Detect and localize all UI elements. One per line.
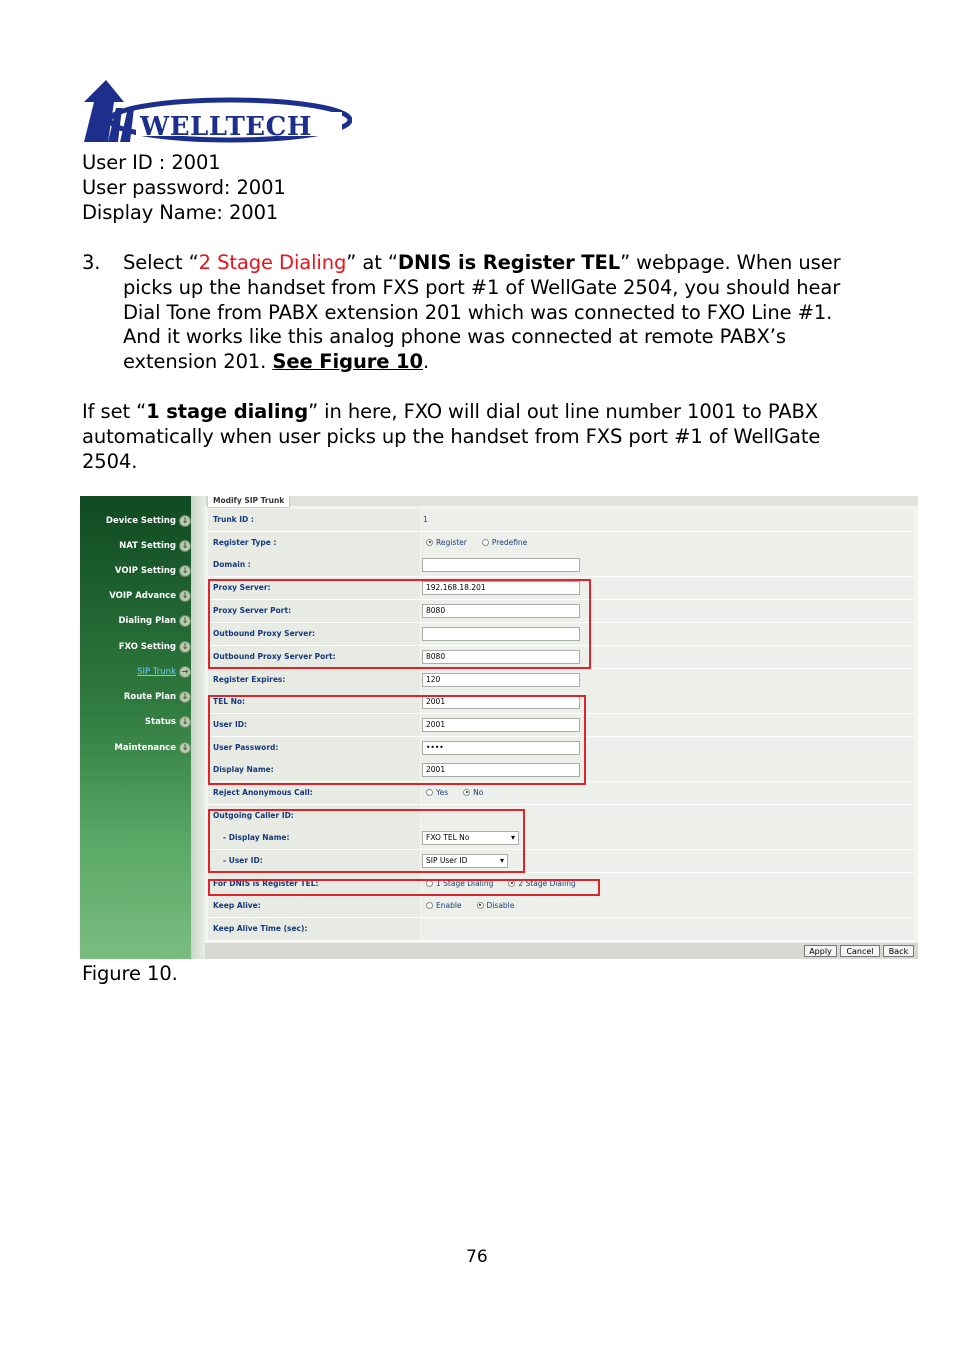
highlight-2-stage-dialing: 2 Stage Dialing (198, 251, 347, 274)
reject-anonymous-call-label: Reject Anonymous Call: (208, 782, 420, 804)
proxy-server-label: Proxy Server: (208, 577, 420, 599)
note-text: If set “ (82, 400, 147, 423)
user-password-label: User Password: (208, 737, 420, 759)
sidebar-item-sip-trunk[interactable] (87, 664, 191, 680)
sidebar-item-label: Device Setting (105, 516, 176, 526)
radio-selected-icon (477, 902, 484, 909)
sidebar-item-label: VOIP Advance (109, 591, 176, 601)
radio-icon (426, 902, 433, 909)
oc-user-id-select[interactable]: SIP User ID ▾ (422, 854, 508, 868)
tab-modify-sip-trunk[interactable]: Modify SIP Trunk (207, 496, 290, 508)
row-keep-alive-time (208, 918, 914, 941)
one-stage-dialing-label: 1 Stage Dialing (436, 879, 494, 888)
outbound-proxy-server-port-input[interactable]: 8080 (422, 650, 580, 664)
note-text: ” in here, FXO will dial out line number 1001 to PABX (308, 400, 819, 423)
sidebar-item-dialing-plan[interactable] (87, 613, 191, 629)
user-password-input[interactable]: •••• (422, 741, 580, 755)
step3-line2: picks up the handset from FXS port #1 of WellGate 2504, you should hear (123, 276, 841, 299)
trunk-id-value: 1 (423, 515, 428, 524)
radio-icon (482, 539, 489, 546)
back-button[interactable]: Back (883, 945, 914, 957)
sidebar-item-label: Route Plan (123, 692, 176, 702)
see-figure-10-link[interactable]: See Figure 10 (272, 350, 423, 373)
reject-anonymous-yes-option[interactable] (426, 788, 448, 797)
account-user-id: User ID : 2001 (82, 151, 221, 174)
outgoing-caller-id-label: Outgoing Caller ID: (208, 805, 420, 827)
proxy-server-input[interactable]: 192.168.18.201 (422, 581, 580, 595)
oc-user-id-label: - User ID: (208, 850, 420, 872)
sidebar-item-maintenance[interactable] (87, 740, 191, 756)
sidebar-item-route-plan[interactable] (87, 689, 191, 705)
figure-10-screenshot (80, 496, 918, 959)
step3-text: ” webpage. When user (620, 251, 841, 274)
highlight-box-proxy (208, 579, 591, 669)
predefine-option-label: Predefine (491, 538, 528, 547)
register-option-label: Register (436, 538, 467, 547)
sidebar-item-label: Dialing Plan (118, 616, 176, 626)
outbound-proxy-server-port-label: Outbound Proxy Server Port: (208, 646, 420, 668)
domain-label: Domain : (208, 554, 420, 576)
display-name-input[interactable]: 2001 (422, 763, 580, 777)
domain-input[interactable] (422, 558, 580, 572)
down-arrow-icon: ↓ (179, 615, 191, 627)
sidebar-item-label: Status (144, 717, 176, 727)
register-expires-cell (421, 669, 914, 691)
register-type-predefine-option[interactable] (482, 538, 527, 547)
sidebar-item-label: VOIP Setting (114, 566, 176, 576)
keep-alive-disable-option[interactable] (477, 901, 515, 910)
welltech-logo (80, 78, 352, 146)
proxy-server-port-label: Proxy Server Port: (208, 600, 420, 622)
row-register-expires (208, 669, 914, 692)
highlight-box-dnis (208, 879, 600, 896)
tab-bar (205, 496, 918, 506)
row-reject-anonymous-call (208, 782, 914, 805)
trunk-id-label: Trunk ID : (208, 509, 420, 531)
oc-display-name-label: - Display Name: (208, 827, 420, 849)
down-arrow-icon: ↓ (179, 691, 191, 703)
sidebar-item-voip-advance[interactable] (87, 588, 191, 604)
proxy-server-port-input[interactable]: 8080 (422, 604, 580, 618)
sidebar-item-status[interactable] (87, 714, 191, 730)
keep-alive-enable-option[interactable] (426, 901, 462, 910)
step3-text: extension 201. (123, 350, 273, 373)
radio-icon (426, 789, 433, 796)
step-number: 3. (82, 251, 101, 274)
sidebar-item-fxo-setting[interactable] (87, 639, 191, 655)
down-arrow-icon: ↓ (179, 540, 191, 552)
sidebar-item-label: SIP Trunk (137, 667, 176, 677)
down-arrow-icon: ↓ (179, 716, 191, 728)
note-line3: 2504. (82, 450, 138, 473)
cancel-button[interactable]: Cancel (840, 945, 880, 957)
reject-anonymous-no-option[interactable] (463, 788, 483, 797)
two-stage-dialing-label: 2 Stage Dialing (518, 879, 576, 888)
step3-text: Select “ (123, 251, 199, 274)
register-expires-input[interactable]: 120 (422, 673, 580, 687)
apply-button[interactable]: Apply (804, 945, 837, 957)
note-line1 (82, 399, 818, 424)
register-expires-label: Register Expires: (208, 669, 420, 691)
domain-cell (421, 554, 914, 576)
trunk-id-value-cell (421, 509, 914, 531)
sidebar-item-label: Maintenance (114, 743, 176, 753)
user-id-label: User ID: (208, 714, 420, 736)
bold-dnis-register-tel: DNIS is Register TEL (397, 251, 621, 274)
enable-option-label: Enable (436, 901, 462, 910)
step3-line3: Dial Tone from PABX extension 201 which was connected to FXO Line #1. (123, 301, 833, 324)
figure-caption: Figure 10. (82, 962, 178, 985)
sidebar-edge (191, 496, 205, 959)
sidebar-item-nat-setting[interactable] (87, 538, 191, 554)
account-user-password: User password: 2001 (82, 176, 286, 199)
display-name-label: Display Name: (208, 759, 420, 781)
highlight-box-account (208, 695, 586, 785)
row-trunk-id (208, 509, 914, 532)
account-display-name: Display Name: 2001 (82, 201, 279, 224)
radio-selected-icon (463, 789, 470, 796)
tel-no-input[interactable]: 2001 (422, 695, 580, 709)
dnis-register-tel-label: For DNIS is Register TEL: (208, 873, 420, 895)
sidebar-item-device-setting[interactable] (87, 513, 191, 529)
button-bar (205, 943, 918, 959)
row-keep-alive (208, 895, 914, 918)
keep-alive-time-cell (421, 918, 914, 940)
down-arrow-icon: ↓ (179, 641, 191, 653)
step3-text: . (423, 350, 430, 373)
svg-text:WELLTECH: WELLTECH (140, 112, 312, 142)
no-option-label: No (473, 788, 484, 797)
step3-line4: And it works like this analog phone was connected at remote PABX’s (123, 325, 786, 348)
step3-line5 (123, 349, 429, 374)
bold-1-stage-dialing: 1 stage dialing (146, 400, 309, 423)
outbound-proxy-server-label: Outbound Proxy Server: (208, 623, 420, 645)
highlight-box-caller-id (208, 809, 525, 873)
down-arrow-icon: ↓ (179, 515, 191, 527)
oc-display-name-select[interactable]: FXO TEL No ▾ (422, 831, 519, 845)
sidebar-item-label: NAT Setting (119, 541, 176, 551)
row-domain (208, 554, 914, 577)
step3-text: ” at “ (346, 251, 398, 274)
disable-option-label: Disable (486, 901, 515, 910)
user-id-input[interactable]: 2001 (422, 718, 580, 732)
page-number: 76 (466, 1247, 488, 1267)
radio-selected-icon (426, 539, 433, 546)
keep-alive-time-label: Keep Alive Time (sec): (208, 918, 420, 940)
tel-no-label: TEL No: (208, 691, 420, 713)
down-arrow-icon: ↓ (179, 590, 191, 602)
row-register-type (208, 532, 914, 555)
reject-anonymous-call-options (421, 782, 914, 804)
yes-option-label: Yes (436, 788, 449, 797)
down-arrow-icon: ↓ (179, 742, 191, 754)
down-arrow-icon: ↓ (179, 565, 191, 577)
note-line2: automatically when user picks up the handset from FXS port #1 of WellGate (82, 425, 821, 448)
right-arrow-icon: → (179, 666, 191, 678)
register-type-label: Register Type : (208, 532, 420, 554)
keep-alive-label: Keep Alive: (208, 895, 420, 917)
sidebar-item-label: FXO Setting (118, 642, 176, 652)
register-type-options (421, 532, 914, 554)
step3-line1 (123, 250, 841, 275)
sidebar-item-voip-setting[interactable] (87, 563, 191, 579)
keep-alive-options (421, 895, 914, 917)
sidebar (80, 496, 191, 959)
register-type-register-option[interactable] (426, 538, 467, 547)
